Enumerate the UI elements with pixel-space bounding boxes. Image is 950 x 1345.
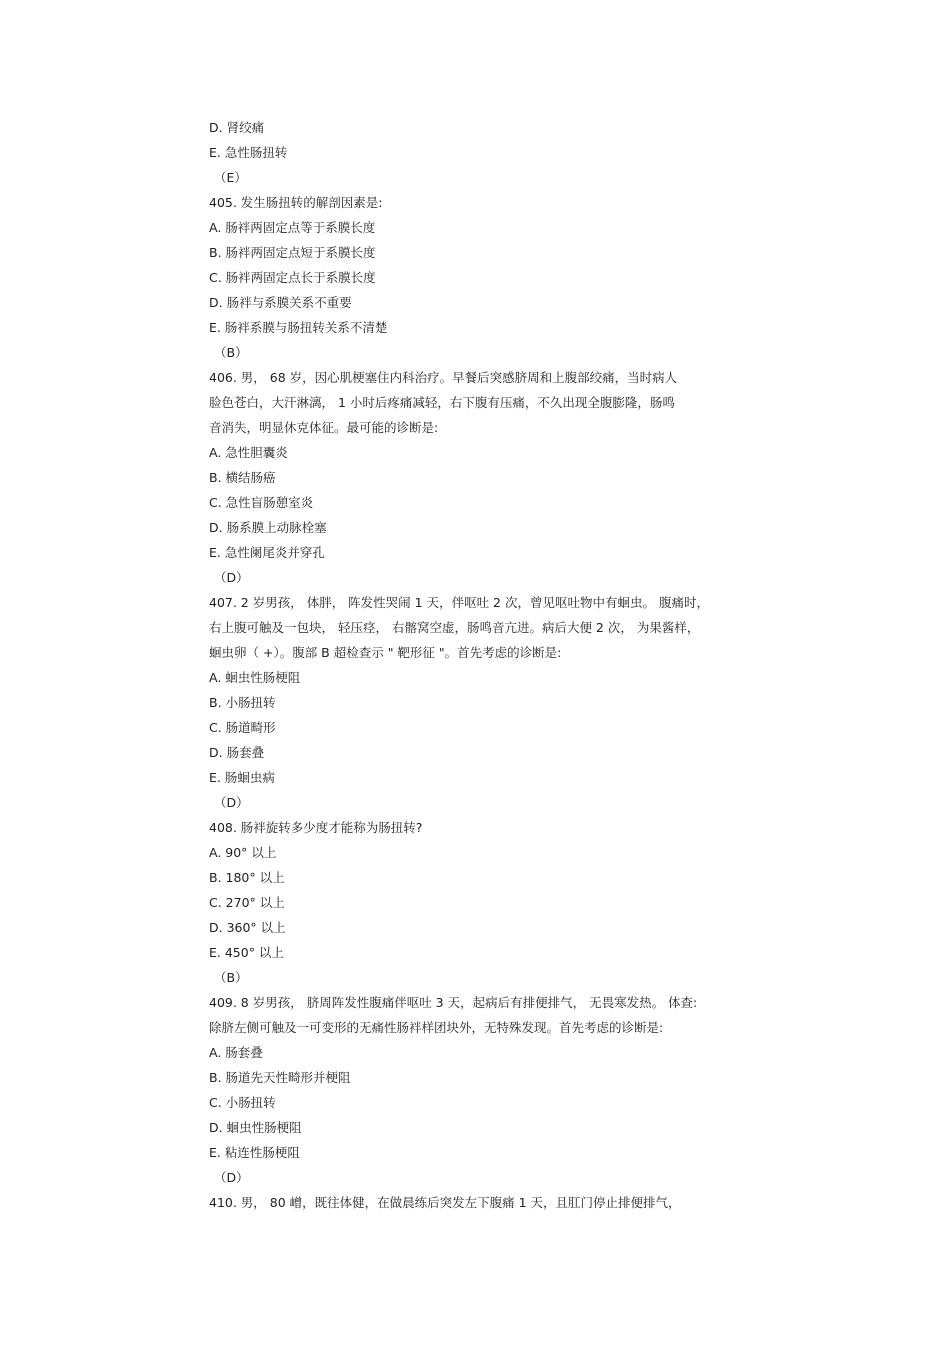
text-line: 音消失，明显休克体征。最可能的诊断是: [209, 420, 439, 435]
text-line: C. 小肠扭转 [209, 1095, 276, 1110]
text-line: C. 急性盲肠憩室炎 [209, 495, 314, 510]
text-line: D. 360° 以上 [209, 920, 286, 935]
text-line: 右上腹可触及一包块， 轻压痉， 右髂窝空虚，肠鸣音亢进。病后大便 2 次， 为果酱样， [209, 620, 700, 635]
answer-line: （D） [214, 795, 249, 810]
text-line: 409. 8 岁男孩， 脐周阵发性腹痛伴呕吐 3 天，起病后有排便排气， 无畏寒发热。 体查: [209, 995, 698, 1010]
text-line: 407. 2 岁男孩， 体胖， 阵发性哭闹 1 天，伴呕吐 2 次，曾见呕吐物中有蛔虫。 腹痛时， [209, 595, 709, 610]
text-line: 405. 发生肠扭转的解剖因素是: [209, 195, 383, 210]
text-line: 408. 肠袢旋转多少度才能称为肠扭转? [209, 820, 423, 835]
question-text [209, 117, 769, 1217]
text-line: D. 肠套叠 [209, 745, 265, 760]
text-line: E. 急性肠扭转 [209, 145, 288, 160]
text-line: B. 肠道先天性畸形并梗阻 [209, 1070, 351, 1085]
text-line: B. 横结肠癌 [209, 470, 276, 485]
text-line: A. 90° 以上 [209, 845, 277, 860]
answer-line: （B） [214, 345, 248, 360]
text-line: E. 急性阑尾炎并穿孔 [209, 545, 325, 560]
text-line: E. 粘连性肠梗阻 [209, 1145, 300, 1160]
answer-line: （D） [214, 1170, 249, 1185]
text-line: A. 肠袢两固定点等于系膜长度 [209, 220, 376, 235]
text-line: E. 450° 以上 [209, 945, 284, 960]
text-line: D. 肾绞痛 [209, 120, 265, 135]
text-line: D. 肠系膜上动脉栓塞 [209, 520, 327, 535]
text-line: E. 肠袢系膜与肠扭转关系不清楚 [209, 320, 388, 335]
text-line: 406. 男， 68 岁，因心肌梗塞住内科治疗。早餐后突感脐周和上腹部绞痛，当时病人 [209, 370, 678, 385]
answer-line: （E） [214, 170, 247, 185]
text-line: 除脐左侧可触及一可变形的无痛性肠袢样团块外，无特殊发现。首先考虑的诊断是: [209, 1020, 664, 1035]
text-line: 蛔虫卵（ +）。腹部 B 超检查示 " 靶形征 "。首先考虑的诊断是: [209, 645, 562, 660]
text-line: C. 肠道畸形 [209, 720, 276, 735]
text-line: 410. 男， 80 嶒，既往体健，在做晨练后突发左下腹痛 1 天，且肛门停止排便排气， [209, 1195, 681, 1210]
text-line: A. 蛔虫性肠梗阻 [209, 670, 301, 685]
text-line: A. 急性胆囊炎 [209, 445, 288, 460]
answer-line: （D） [214, 570, 249, 585]
text-line: C. 270° 以上 [209, 895, 285, 910]
text-line: 脸色苍白，大汗淋漓， 1 小时后疼痛减轻，右下腹有压痛，不久出现全腹膨隆，肠鸣 [209, 395, 675, 410]
text-line: D. 蛔虫性肠梗阻 [209, 1120, 302, 1135]
text-line: B. 小肠扭转 [209, 695, 276, 710]
text-line: E. 肠蛔虫病 [209, 770, 275, 785]
text-line: D. 肠袢与系膜关系不重要 [209, 295, 352, 310]
text-line: C. 肠袢两固定点长于系膜长度 [209, 270, 376, 285]
text-line: B. 肠袢两固定点短于系膜长度 [209, 245, 376, 260]
answer-line: （B） [214, 970, 248, 985]
text-line: B. 180° 以上 [209, 870, 285, 885]
text-line: A. 肠套叠 [209, 1045, 263, 1060]
